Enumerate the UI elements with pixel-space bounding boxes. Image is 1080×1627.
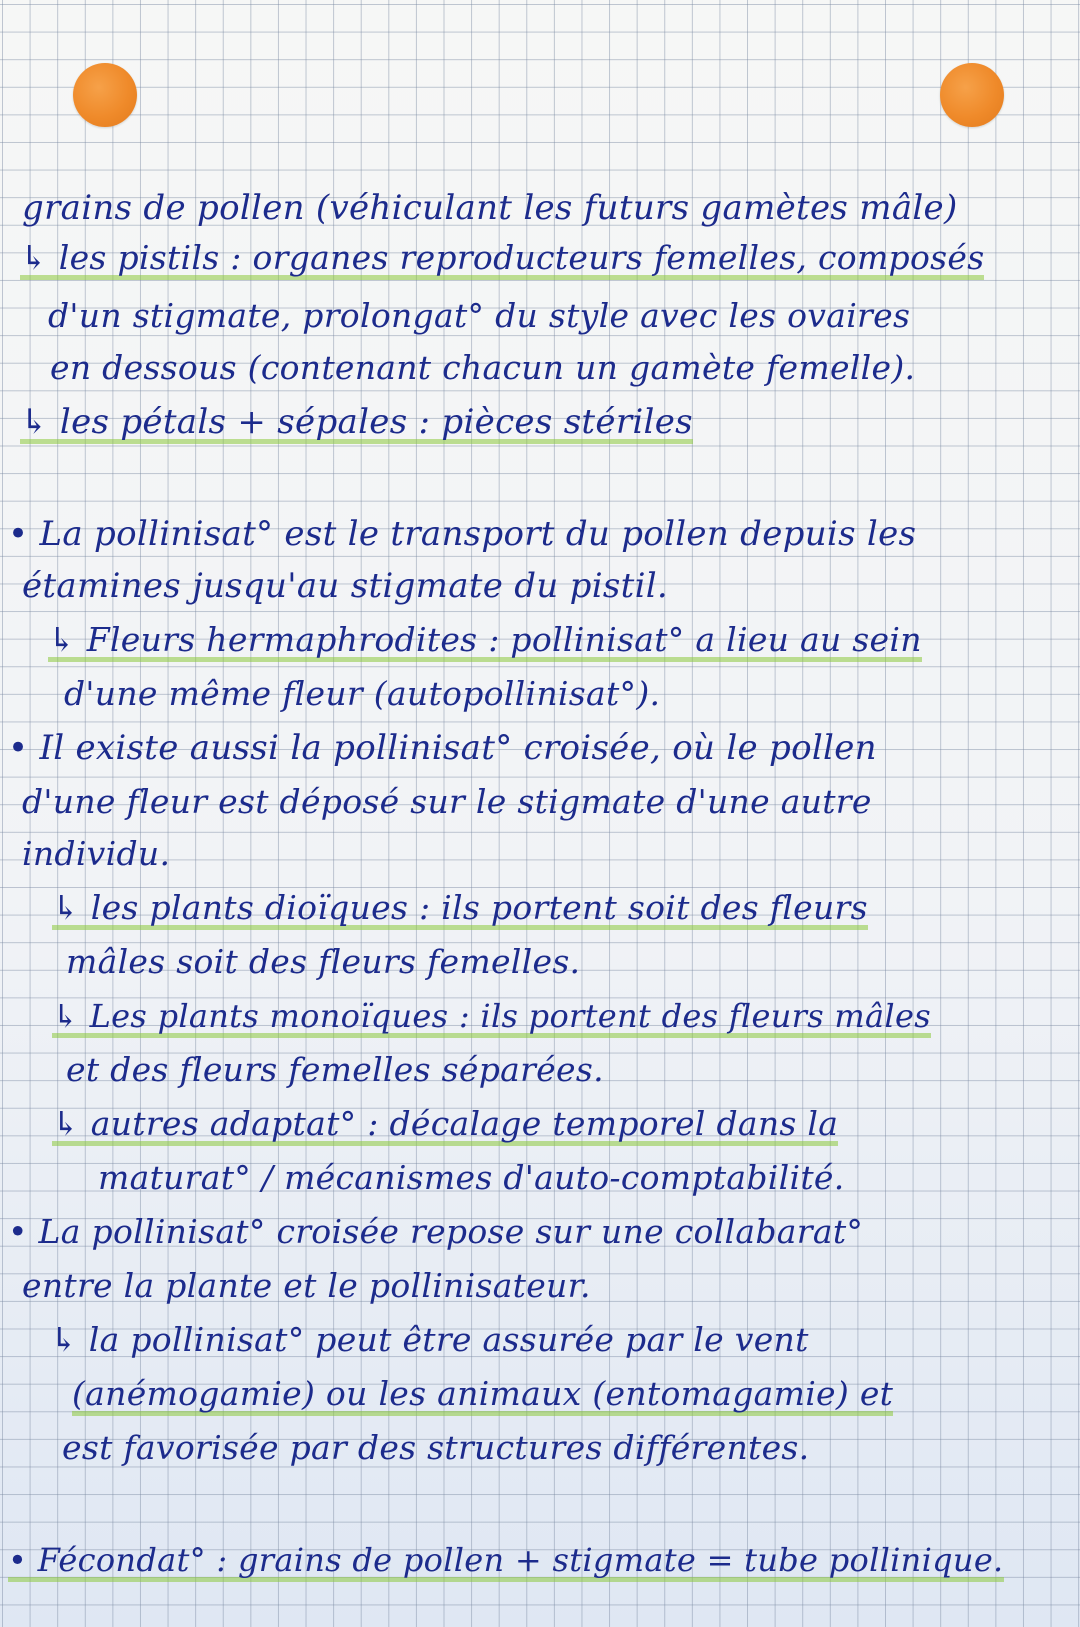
note-line: maturat° / mécanismes d'auto-comptabilité. (98, 1158, 845, 1197)
note-line: grains de pollen (véhiculant les futurs gamètes mâle) (22, 188, 958, 228)
note-line: d'une même fleur (autopollinisat°). (64, 674, 661, 713)
note-line: entre la plante et le pollinisateur. (22, 1266, 591, 1305)
note-line: ↳ autres adaptat° : décalage temporel dans la (52, 1102, 838, 1146)
note-line: est favorisée par des structures différentes. (62, 1428, 810, 1467)
note-line: • Il existe aussi la pollinisat° croisée, où le pollen (8, 728, 877, 768)
note-line: mâles soit des fleurs femelles. (66, 942, 581, 981)
note-line: ↳ les plants dioïques : ils portent soit des fleurs (52, 886, 868, 930)
note-line: et des fleurs femelles séparées. (66, 1050, 604, 1089)
note-line: (anémogamie) ou les animaux (entomagamie) et (72, 1372, 893, 1416)
note-line: individu. (22, 834, 171, 873)
note-line: ↳ les pistils : organes reproducteurs femelles, composés (20, 236, 984, 280)
note-line: ↳ Les plants monoïques : ils portent des fleurs mâles (52, 994, 931, 1038)
note-line: d'un stigmate, prolongat° du style avec les ovaires (48, 296, 911, 335)
note-line: étamines jusqu'au stigmate du pistil. (22, 566, 669, 606)
note-line: • La pollinisat° est le transport du pollen depuis les (8, 514, 917, 554)
note-line: ↳ Fleurs hermaphrodites : pollinisat° a lieu au sein (48, 618, 922, 662)
note-line: d'une fleur est déposé sur le stigmate d'une autre (22, 782, 872, 821)
note-line: • La pollinisat° croisée repose sur une collabarat° (8, 1212, 864, 1251)
note-line: en dessous (contenant chacun un gamète femelle). (50, 348, 916, 387)
note-line: ↳ les pétals + sépales : pièces stériles (20, 402, 693, 442)
note-line: ↳ la pollinisat° peut être assurée par le vent (50, 1320, 809, 1359)
note-line: • Fécondat° : grains de pollen + stigmate = tube pollinique. (8, 1538, 1004, 1582)
